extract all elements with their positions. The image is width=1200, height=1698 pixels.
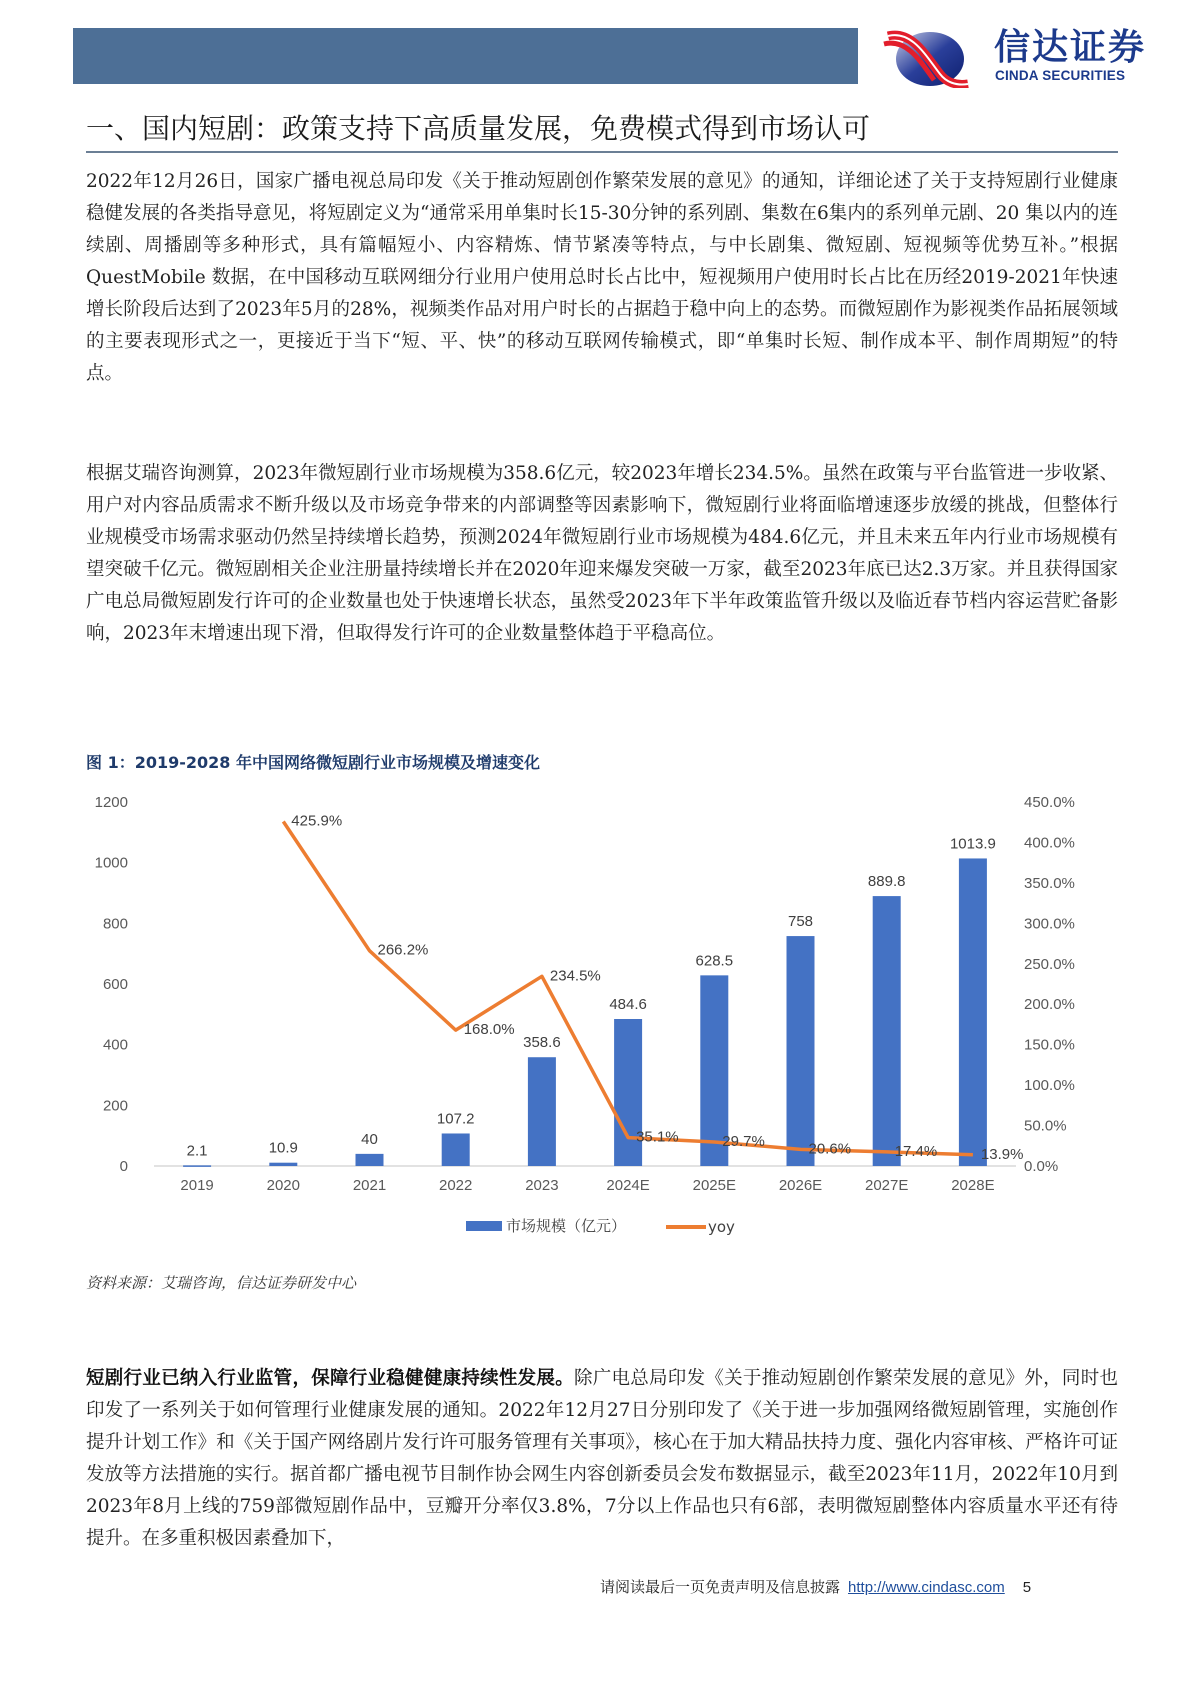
yoy-label: 234.5% — [549, 967, 601, 985]
bar-label: 484.6 — [609, 996, 647, 1014]
bar — [787, 936, 815, 1166]
bar-label: 889.8 — [867, 873, 906, 891]
header-bar — [73, 28, 858, 84]
section-title: 一、国内短剧：政策支持下高质量发展，免费模式得到市场认可 — [86, 112, 871, 145]
cinda-logo — [882, 24, 1172, 88]
bar-label: 2.1 — [186, 1142, 208, 1160]
x-tick: 2023 — [525, 1177, 559, 1194]
x-tick: 2026E — [778, 1177, 823, 1194]
brand-name-en: CINDA SECURITIES — [995, 68, 1126, 83]
bar-label: 10.9 — [268, 1139, 298, 1157]
y-left-tick: 1200 — [94, 794, 128, 811]
yoy-label: 20.6% — [808, 1140, 852, 1158]
y-right-tick: 400.0% — [1024, 834, 1075, 852]
y-right-tick: 150.0% — [1024, 1036, 1075, 1054]
bar-label: 1013.9 — [949, 835, 996, 853]
website-link[interactable]: http://www.cindasc.com — [848, 1579, 1005, 1596]
legend-bar-label: 市场规模（亿元） — [506, 1217, 627, 1235]
bar — [873, 896, 901, 1166]
bar — [356, 1154, 384, 1166]
title-divider — [86, 151, 1118, 153]
bar-label: 758 — [787, 913, 814, 931]
yoy-label: 29.7% — [722, 1132, 765, 1150]
bar-label: 358.6 — [523, 1034, 561, 1052]
yoy-label: 35.1% — [636, 1128, 679, 1146]
bar — [959, 858, 987, 1166]
cinda-logo-icon — [882, 26, 970, 88]
x-tick: 2025E — [692, 1177, 736, 1194]
yoy-label: 266.2% — [377, 941, 429, 959]
legend-line-label: yoy — [708, 1218, 735, 1236]
y-left-tick: 0 — [119, 1158, 128, 1175]
paragraph-lead: 短剧行业已纳入行业监管，保障行业稳健健康持续性发展。 — [86, 1368, 574, 1389]
market-size-chart — [86, 790, 1126, 1260]
figure-title: 图 1：2019-2028 年中国网络微短剧行业市场规模及增速变化 — [86, 753, 540, 772]
x-tick: 2021 — [352, 1177, 387, 1194]
y-right-tick: 350.0% — [1024, 874, 1075, 892]
disclaimer-text: 请阅读最后一页免责声明及信息披露 — [600, 1578, 841, 1596]
yoy-label: 168.0% — [463, 1021, 515, 1039]
chart-canvas — [86, 790, 1126, 1260]
yoy-label: 13.9% — [980, 1145, 1024, 1163]
brand-name-cn: 信达证券 — [994, 27, 1147, 68]
y-right-tick: 300.0% — [1024, 915, 1075, 933]
bar-label: 628.5 — [695, 952, 734, 970]
y-left-tick: 400 — [102, 1036, 128, 1054]
y-left-tick: 800 — [102, 915, 128, 933]
paragraph-policy: 2022年12月26日，国家广播电视总局印发《关于推动短剧创作繁荣发展的意见》的通知，详细论述了关于支持短剧行业健康稳健发展的各类指导意见，将短剧定义为“通常采用单集时长15-30分钟的系列剧、集数在6集内的系列单元剧、20 集以内的连续剧、周播剧等多种形式，具有篇幅短小、内容精炼、情节紧凑等特点，与中长剧集、微短剧、短视频等优势互补。”根据 QuestMobile 数据，在中国移动互联网细分行业用户使用总时长占比中，短视频用户使用时长占比在历经2019-2021年快速增长阶段后达到了2023年5月的28%，视频类作品对用户时长的占据趋于稳中向上的态势。而微短剧作为影视类作品拓展领域的主要表现形式之一，更接近于当下“短、平、快”的移动互联网传输模式，即“单集时长短、制作成本平、制作周期短”的特点。 — [86, 171, 1118, 384]
y-left-tick: 600 — [102, 976, 128, 993]
x-tick: 2022 — [439, 1177, 473, 1194]
bar — [269, 1163, 297, 1166]
x-tick: 2020 — [266, 1177, 300, 1194]
paragraph-market-size: 根据艾瑞咨询测算，2023年微短剧行业市场规模为358.6亿元，较2023年增长234.5%。虽然在政策与平台监管进一步收紧、用户对内容品质需求不断升级以及市场竞争带来的内部调整等因素影响下，微短剧行业将面临增速逐步放缓的挑战，但整体行业规模受市场需求驱动仍然呈持续增长趋势，预测2024年微短剧行业市场规模为484.6亿元，并且未来五年内行业市场规模有望突破千亿元。微短剧相关企业注册量持续增长并在2020年迎来爆发突破一万家，截至2023年底已达2.3万家。并且获得国家广电总局微短剧发行许可的企业数量也处于快速增长状态，虽然受2023年下半年政策监管升级以及临近春节档内容运营贮备影响，2023年末增速出现下滑，但取得发行许可的企业数量整体趋于平稳高位。 — [86, 463, 1118, 644]
y-right-tick: 0.0% — [1024, 1158, 1059, 1175]
x-tick: 2019 — [180, 1177, 214, 1194]
x-tick: 2024E — [606, 1177, 650, 1194]
y-right-tick: 100.0% — [1024, 1077, 1075, 1095]
x-tick: 2028E — [951, 1177, 995, 1194]
figure-source: 资料来源：艾瑞咨询，信达证券研发中心 — [86, 1274, 357, 1292]
legend-bar-swatch — [466, 1221, 502, 1231]
bar-label: 107.2 — [436, 1110, 475, 1128]
y-left-tick: 200 — [102, 1097, 128, 1115]
bar — [528, 1057, 556, 1166]
y-right-tick: 200.0% — [1024, 996, 1075, 1014]
paragraph-regulation — [86, 1363, 1118, 1555]
bar-label: 40 — [361, 1130, 378, 1148]
yoy-label: 425.9% — [291, 812, 343, 830]
x-tick: 2027E — [865, 1177, 909, 1194]
y-right-tick: 50.0% — [1024, 1117, 1067, 1135]
bar — [442, 1133, 470, 1166]
y-right-tick: 250.0% — [1024, 955, 1075, 973]
y-left-tick: 1000 — [94, 854, 128, 872]
paragraph-body: 除广电总局印发《关于推动短剧创作繁荣发展的意见》外，同时也印发了一系列关于如何管理行业健康发展的通知。2022年12月27日分别印发了《关于进一步加强网络微短剧管理，实施创作提升计划工作》和《关于国产网络剧片发行许可服务管理有关事项》，核心在于加大精品扶持力度、强化内容审核、严格许可证发放等方法措施的实行。据首都广播电视节目制作协会网生内容创新委员会发布数据显示，截至2023年11月，2022年10月到2023年8月上线的759部微短剧作品中，豆瓣开分率仅3.8%，7分以上作品也只有6部，表明微短剧整体内容质量水平还有待提升。在多重积极因素叠加下， — [86, 1368, 1118, 1549]
bar — [183, 1165, 211, 1167]
yoy-label: 17.4% — [894, 1142, 938, 1160]
y-right-tick: 450.0% — [1024, 794, 1075, 811]
page-footer — [600, 1576, 1031, 1597]
page-number: 5 — [1022, 1579, 1032, 1596]
